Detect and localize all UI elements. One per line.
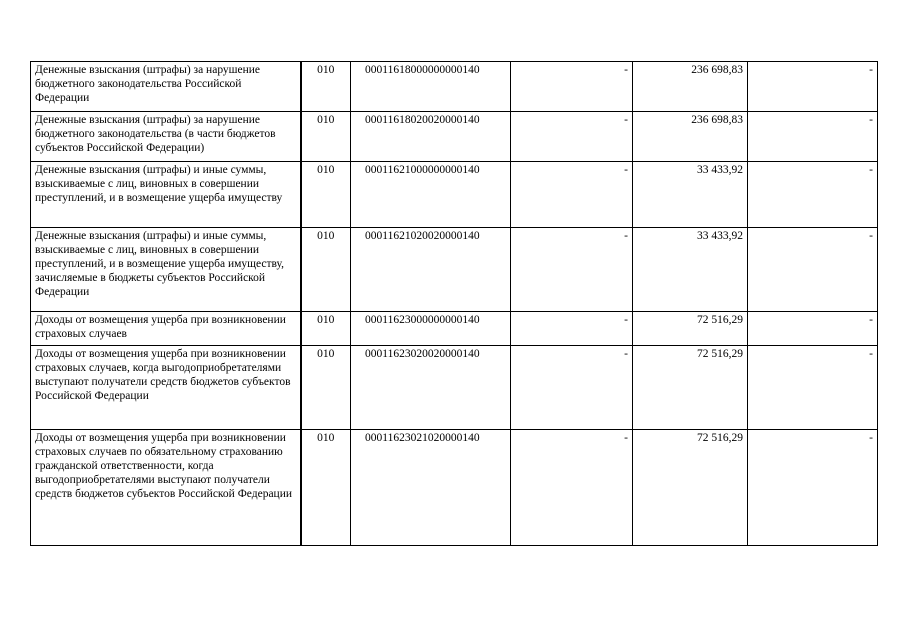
row-admin-code: 010 — [301, 228, 351, 312]
row-name: Доходы от возмещения ущерба при возникновении страховых случаев, когда выгодоприобретателями выступают получатели средств бюджетов субъектов Российской Федерации — [31, 346, 301, 430]
row-plan-value: - — [511, 62, 633, 112]
row-rest-value: - — [748, 162, 878, 228]
row-plan-value: - — [511, 228, 633, 312]
row-name: Доходы от возмещения ущерба при возникновении страховых случаев — [31, 312, 301, 346]
row-plan-value: - — [511, 162, 633, 228]
row-admin-code: 010 — [301, 312, 351, 346]
row-budget-code: 00011623021020000140 — [351, 430, 511, 546]
row-plan-value: - — [511, 430, 633, 546]
table-row — [31, 312, 878, 346]
table-row — [31, 112, 878, 162]
row-name: Доходы от возмещения ущерба при возникновении страховых случаев по обязательному страхованию гражданской ответственности, когда выгодоприобретателями выступают получатели средств бюджетов субъектов Российской Федерации — [31, 430, 301, 546]
revenue-table — [30, 61, 878, 546]
row-admin-code: 010 — [301, 62, 351, 112]
row-rest-value: - — [748, 346, 878, 430]
row-name: Денежные взыскания (штрафы) и иные суммы, взыскиваемые с лиц, виновных в совершении преступлений, и в возмещение ущерба имуществу, зачисляемые в бюджеты субъектов Российской Федерации — [31, 228, 301, 312]
row-name: Денежные взыскания (штрафы) и иные суммы, взыскиваемые с лиц, виновных в совершении преступлений, и в возмещение ущерба имуществу — [31, 162, 301, 228]
row-budget-code: 00011623000000000140 — [351, 312, 511, 346]
row-rest-value: - — [748, 430, 878, 546]
row-fact-value: 72 516,29 — [633, 312, 748, 346]
row-admin-code: 010 — [301, 112, 351, 162]
row-rest-value: - — [748, 312, 878, 346]
table-row — [31, 162, 878, 228]
table-row — [31, 430, 878, 546]
table-body — [31, 62, 878, 546]
row-fact-value: 72 516,29 — [633, 430, 748, 546]
row-rest-value: - — [748, 62, 878, 112]
row-fact-value: 72 516,29 — [633, 346, 748, 430]
row-plan-value: - — [511, 112, 633, 162]
table-row — [31, 346, 878, 430]
row-name: Денежные взыскания (штрафы) за нарушение бюджетного законодательства (в части бюджетов субъектов Российской Федерации) — [31, 112, 301, 162]
row-rest-value: - — [748, 112, 878, 162]
row-admin-code: 010 — [301, 346, 351, 430]
row-admin-code: 010 — [301, 162, 351, 228]
row-plan-value: - — [511, 346, 633, 430]
row-name: Денежные взыскания (штрафы) за нарушение бюджетного законодательства Российской Федерации — [31, 62, 301, 112]
row-rest-value: - — [748, 228, 878, 312]
row-admin-code: 010 — [301, 430, 351, 546]
row-budget-code: 00011621000000000140 — [351, 162, 511, 228]
row-plan-value: - — [511, 312, 633, 346]
row-budget-code: 00011618000000000140 — [351, 62, 511, 112]
row-fact-value: 236 698,83 — [633, 112, 748, 162]
table-row — [31, 62, 878, 112]
row-fact-value: 33 433,92 — [633, 228, 748, 312]
row-fact-value: 33 433,92 — [633, 162, 748, 228]
row-budget-code: 00011623020020000140 — [351, 346, 511, 430]
row-fact-value: 236 698,83 — [633, 62, 748, 112]
row-budget-code: 00011621020020000140 — [351, 228, 511, 312]
row-budget-code: 00011618020020000140 — [351, 112, 511, 162]
table-row — [31, 228, 878, 312]
